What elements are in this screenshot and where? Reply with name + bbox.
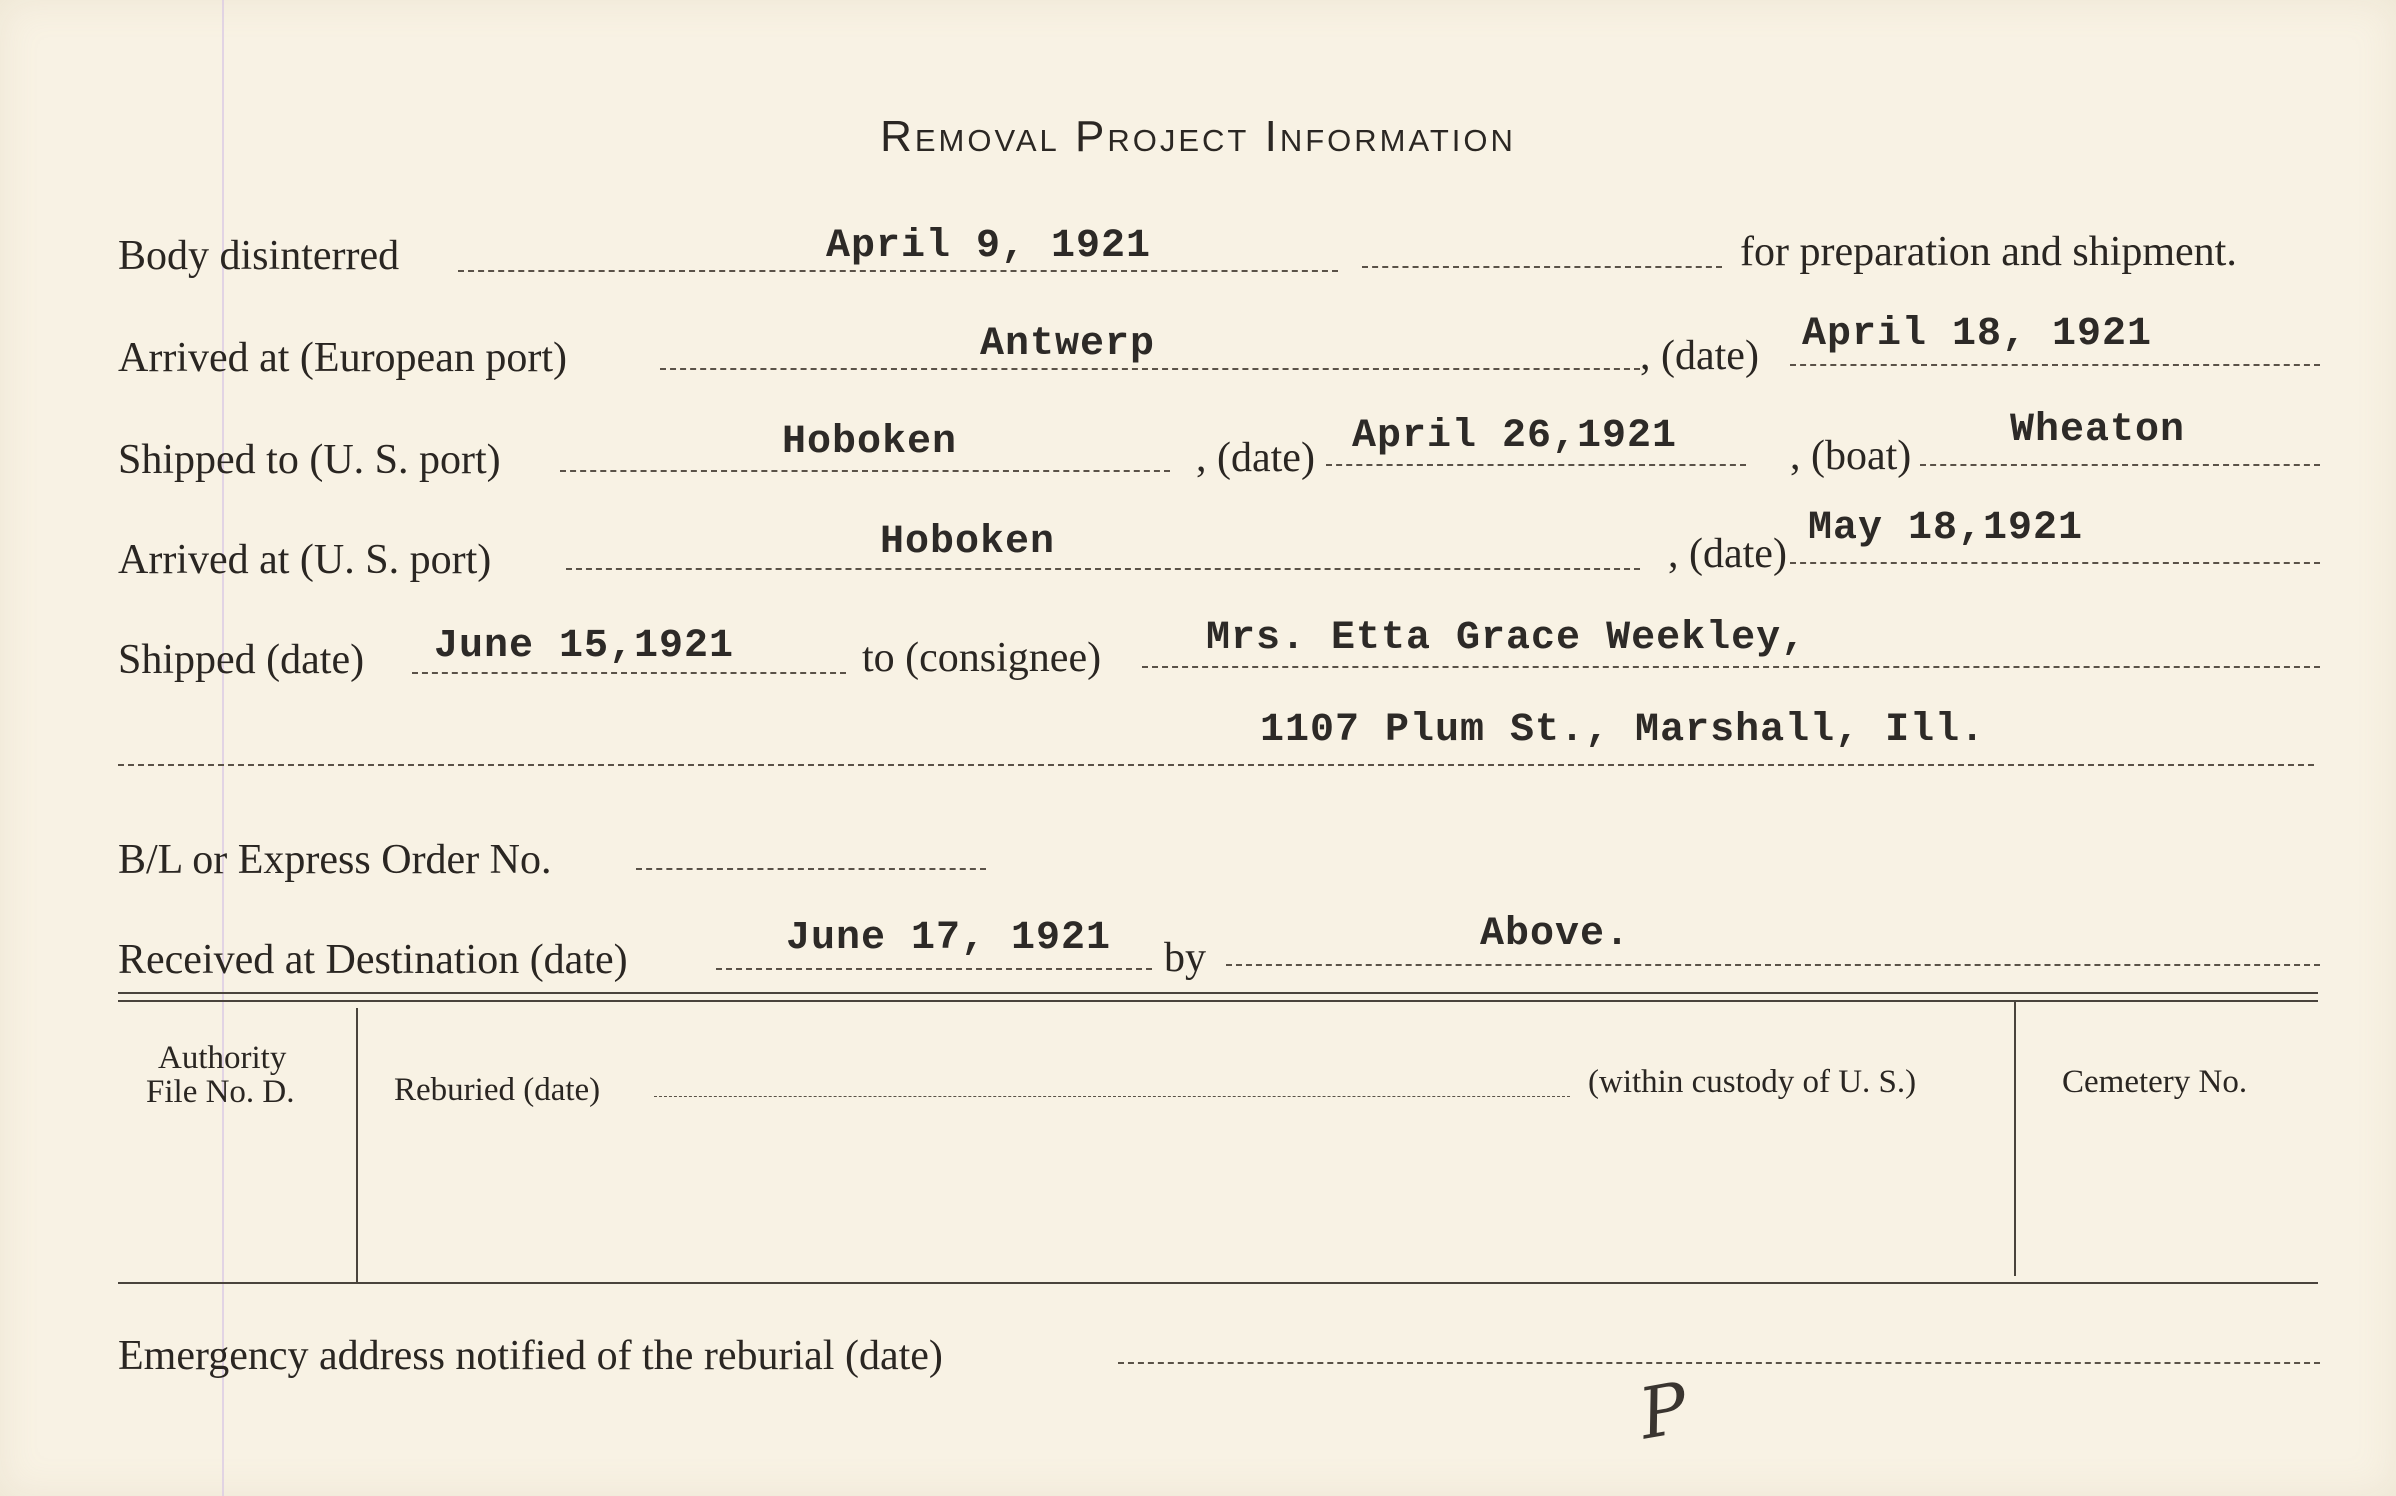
value-us-arrived-date: May 18,1921 bbox=[1808, 506, 2084, 551]
margin-line bbox=[222, 0, 224, 1496]
line-european-date bbox=[1790, 364, 2320, 366]
label-file-no: File No. D. bbox=[146, 1074, 295, 1110]
label-shipped-date: Shipped (date) bbox=[118, 637, 365, 683]
value-european-date: April 18, 1921 bbox=[1802, 312, 2153, 357]
label-received: Received at Destination (date) bbox=[118, 937, 628, 983]
label-to-consignee: to (consignee) bbox=[862, 635, 1102, 681]
label-bl: B/L or Express Order No. bbox=[118, 837, 552, 883]
line-received-date bbox=[716, 968, 1152, 970]
line-us-port bbox=[560, 470, 1170, 472]
label-arrived-us: Arrived at (U. S. port) bbox=[118, 537, 492, 583]
value-final-shipped-date: June 15,1921 bbox=[434, 624, 735, 669]
value-us-port-arrived: Hoboken bbox=[880, 520, 1056, 565]
line-address bbox=[118, 764, 2314, 766]
box-top-rule-2 bbox=[118, 1000, 2318, 1002]
line-final-shipped bbox=[412, 672, 846, 674]
label-date-1: , (date) bbox=[1640, 333, 1759, 379]
label-reburied: Reburied (date) bbox=[394, 1072, 601, 1108]
box-bottom-rule bbox=[118, 1282, 2318, 1284]
value-consignee-address: 1107 Plum St., Marshall, Ill. bbox=[1260, 708, 1986, 753]
box-divider-left bbox=[356, 1008, 358, 1282]
value-boat: Wheaton bbox=[2010, 408, 2186, 453]
line-european-port bbox=[660, 368, 1640, 370]
label-boat: , (boat) bbox=[1790, 433, 1912, 479]
label-custody: (within custody of U. S.) bbox=[1588, 1064, 1917, 1100]
value-received-by: Above. bbox=[1480, 912, 1631, 957]
box-top-rule bbox=[118, 992, 2318, 994]
line-us-arrived-port bbox=[566, 568, 1640, 570]
line-shipped-date bbox=[1326, 464, 1746, 466]
initials-mark: P bbox=[1633, 1366, 1694, 1456]
line-disinterred bbox=[458, 270, 1338, 272]
value-us-port-shipped: Hoboken bbox=[782, 420, 958, 465]
label-cemetery: Cemetery No. bbox=[2062, 1064, 2248, 1100]
value-shipped-date: April 26,1921 bbox=[1352, 414, 1678, 459]
line-consignee bbox=[1142, 666, 2320, 668]
label-by: by bbox=[1164, 935, 1206, 981]
value-disinterred-date: April 9, 1921 bbox=[826, 224, 1152, 269]
line-received-by bbox=[1226, 964, 2320, 966]
label-emergency: Emergency address notified of the reburial (date) bbox=[118, 1333, 943, 1379]
label-authority: Authority bbox=[158, 1040, 287, 1076]
line-bl bbox=[636, 868, 986, 870]
value-consignee: Mrs. Etta Grace Weekley, bbox=[1206, 616, 1807, 661]
label-shipped-us: Shipped to (U. S. port) bbox=[118, 437, 501, 483]
label-for-prep: for preparation and shipment. bbox=[1740, 229, 2237, 275]
label-date-3: , (date) bbox=[1668, 531, 1787, 577]
line-reburied bbox=[654, 1096, 1570, 1097]
line-emergency bbox=[1118, 1362, 2320, 1364]
page-title: Removal Project Information bbox=[880, 112, 1516, 161]
line-boat bbox=[1920, 464, 2320, 466]
value-received-date: June 17, 1921 bbox=[786, 916, 1112, 961]
line-disinterred-2 bbox=[1362, 266, 1722, 268]
line-us-arrived-date bbox=[1790, 562, 2320, 564]
value-european-port: Antwerp bbox=[980, 322, 1156, 367]
label-body-disinterred: Body disinterred bbox=[118, 233, 400, 279]
box-divider-right bbox=[2014, 1000, 2016, 1276]
label-date-2: , (date) bbox=[1196, 435, 1315, 481]
label-arrived-european: Arrived at (European port) bbox=[118, 335, 567, 381]
